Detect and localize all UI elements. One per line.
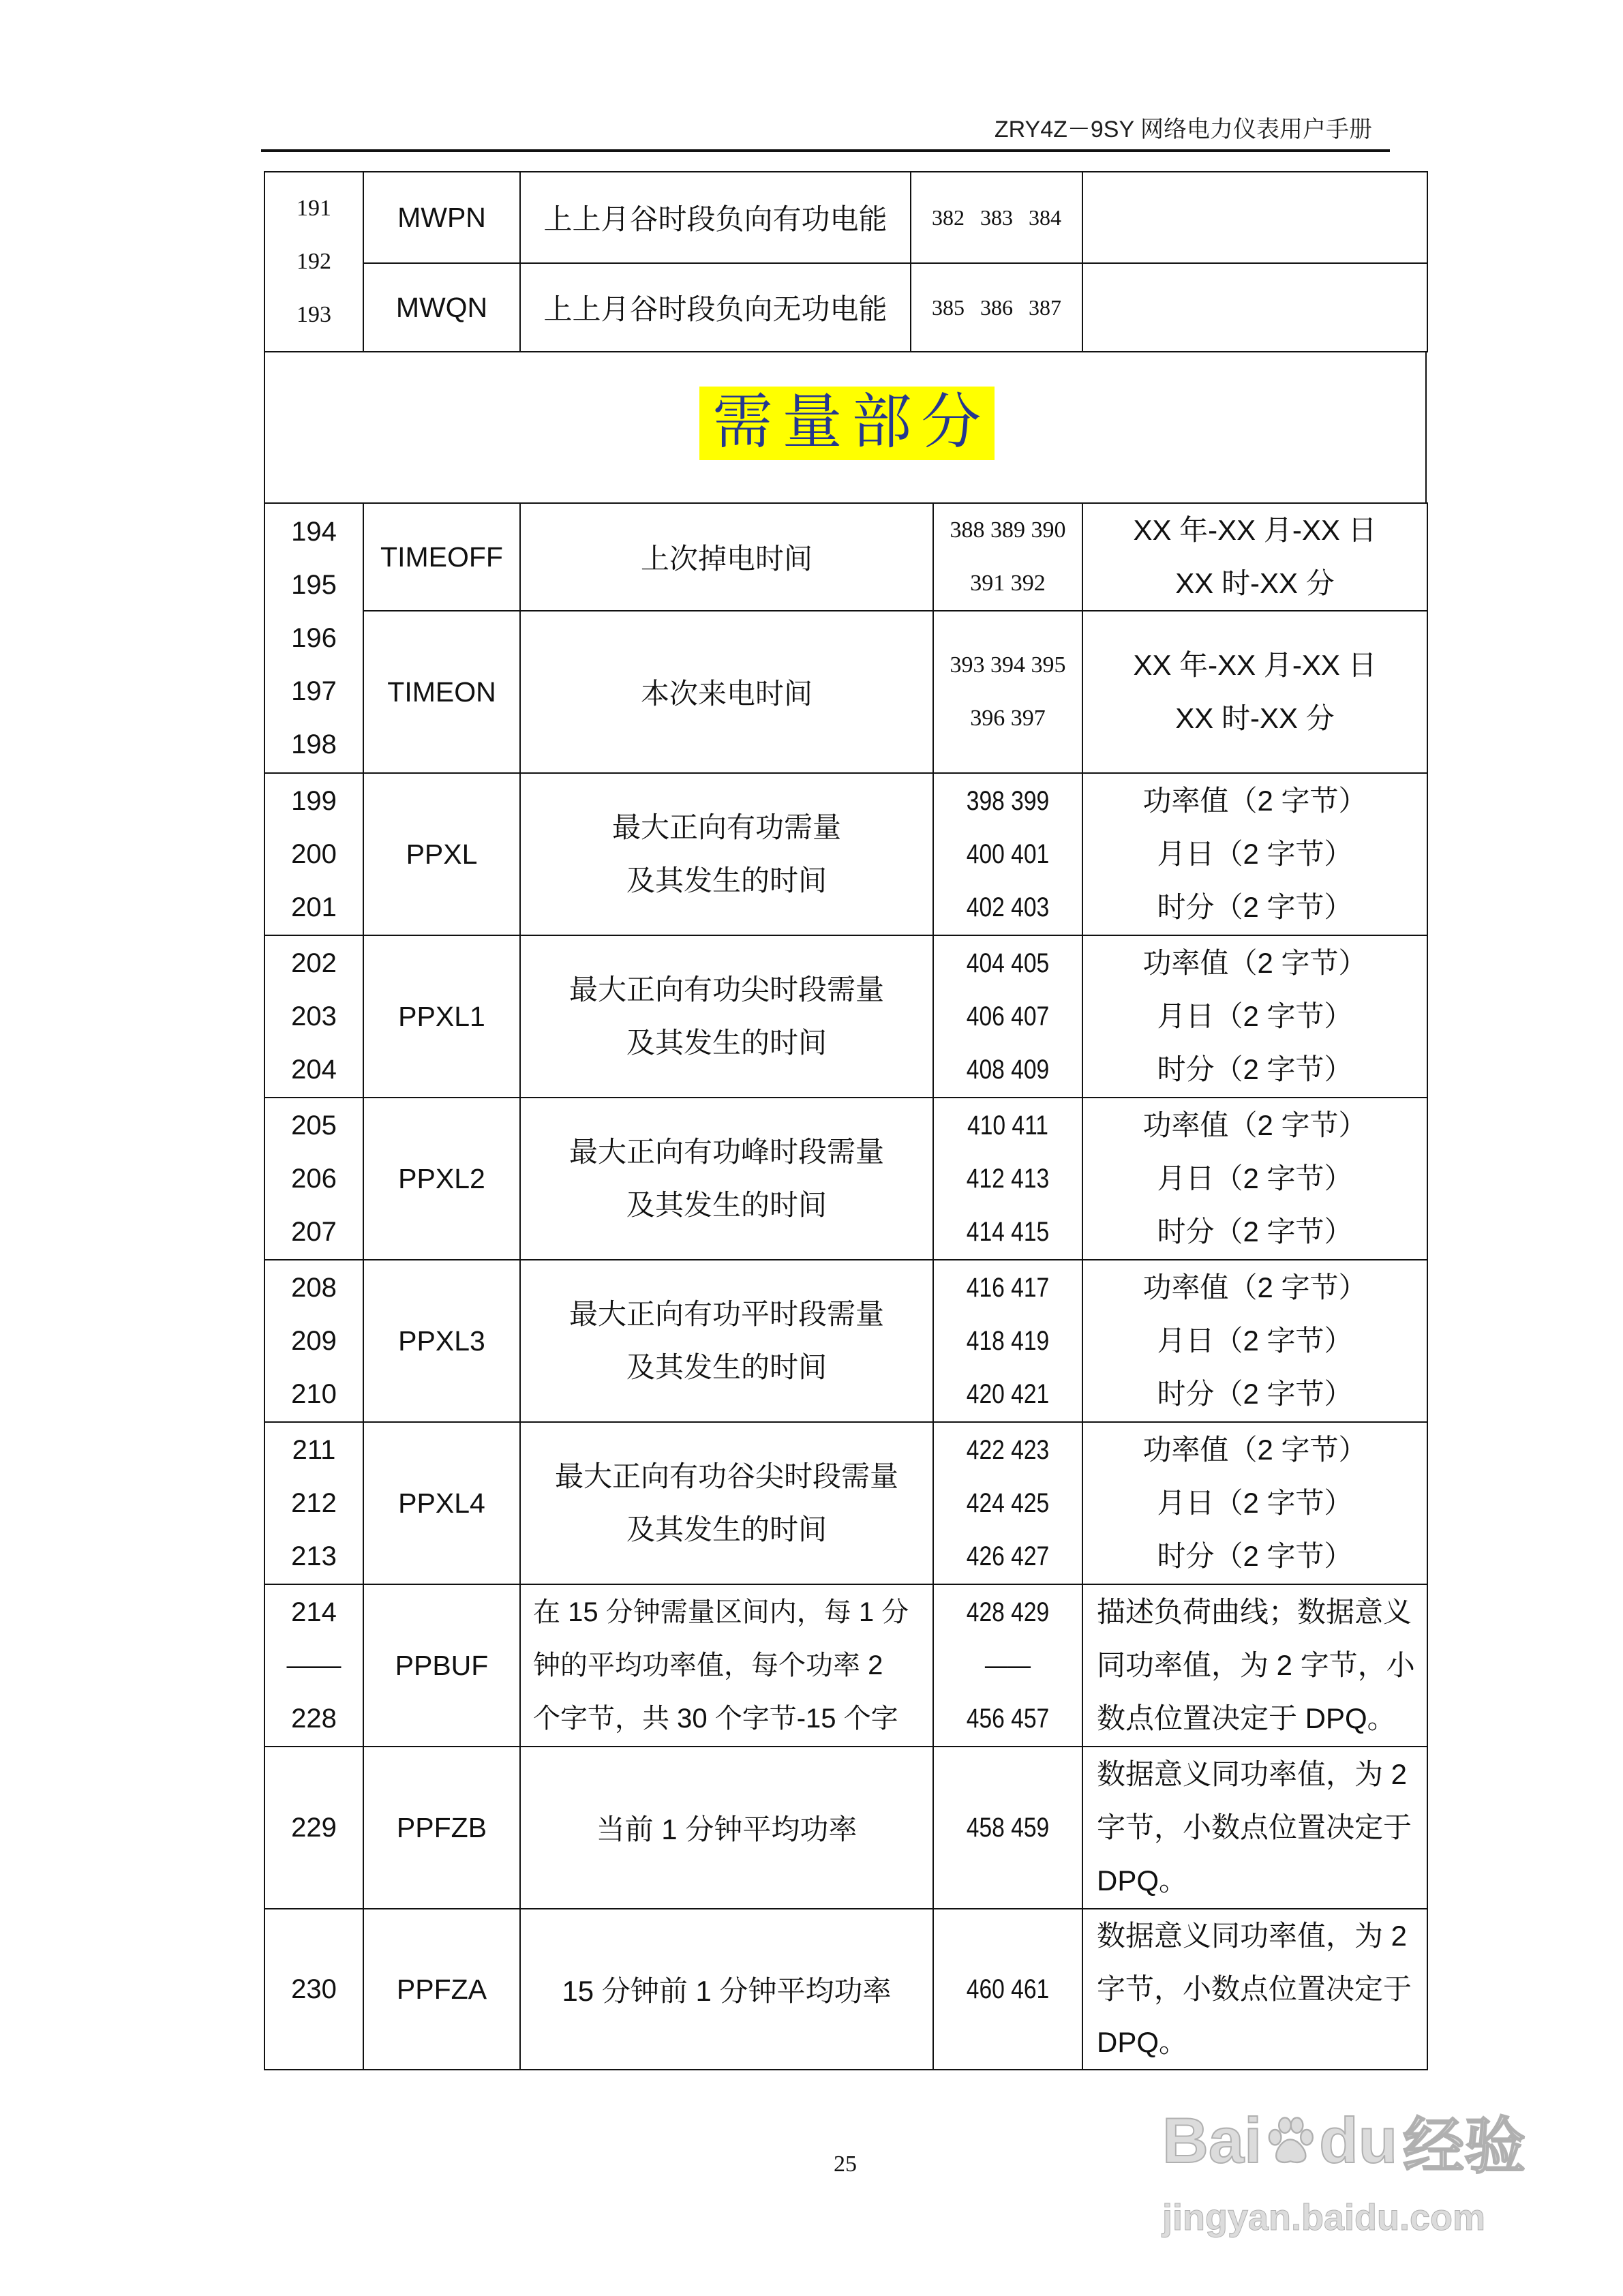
- register-line: 420 421: [966, 1379, 1050, 1409]
- register-addresses: [933, 1909, 1082, 2070]
- parameter-name: MWQN: [363, 263, 520, 352]
- index-number: 194: [291, 517, 337, 547]
- register-addresses: [933, 1747, 1082, 1909]
- description-line: 最大正向有功平时段需量: [568, 1298, 884, 1330]
- index-number: 211: [292, 1435, 336, 1465]
- description-line: 及其发生的时间: [626, 1189, 827, 1221]
- register-line: 406 407: [966, 1001, 1050, 1031]
- remark-line: 同功率值，为 2 字节，小: [1097, 1649, 1415, 1681]
- watermark: [1162, 2100, 1544, 2239]
- baidu-paw-icon: [1263, 2113, 1318, 2168]
- index-number: 199: [291, 786, 337, 816]
- remark-cell: [1082, 611, 1427, 773]
- parameter-description: [520, 935, 933, 1098]
- parameter-name: PPXL2: [363, 1098, 520, 1260]
- remark-line: 字节，小数点位置决定于: [1097, 1973, 1412, 2005]
- parameter-name: MWPN: [363, 172, 520, 263]
- register-addresses: [933, 1422, 1082, 1584]
- table-row: [264, 773, 1427, 935]
- register-line: 458 459: [966, 1812, 1050, 1843]
- index-number: 191: [297, 196, 331, 221]
- parameter-name: PPXL3: [363, 1260, 520, 1422]
- remark-line: XX 时-XX 分: [1175, 702, 1335, 734]
- table-row: [264, 1260, 1427, 1422]
- index-number: 229: [264, 1747, 363, 1909]
- register-line: 426 427: [966, 1541, 1050, 1571]
- remark-line: 功率值（2 字节）: [1142, 947, 1367, 979]
- index-range-dash: ——: [286, 1650, 342, 1680]
- index-cell: [264, 1422, 363, 1584]
- remark-line: 字节，小数点位置决定于: [1097, 1811, 1412, 1843]
- register-addresses: 385 386 387: [911, 263, 1082, 352]
- index-number: 192: [297, 249, 331, 274]
- index-number: 208: [291, 1273, 337, 1303]
- register-line: 408 409: [966, 1055, 1050, 1085]
- register-line: 412 413: [966, 1164, 1050, 1194]
- remark-line: 数点位置决定于 DPQ。: [1097, 1702, 1396, 1734]
- register-line: 393 394 395: [950, 652, 1066, 678]
- table-row: [264, 503, 1427, 611]
- index-number: 198: [291, 729, 337, 759]
- description-line: 及其发生的时间: [626, 1513, 827, 1545]
- register-addresses: [933, 1098, 1082, 1260]
- table-row: [264, 611, 1427, 773]
- parameter-name: TIMEON: [363, 611, 520, 773]
- parameter-name: PPXL1: [363, 935, 520, 1098]
- table-row: [264, 1422, 1427, 1584]
- description-line: 及其发生的时间: [626, 1027, 827, 1059]
- remark-cell: [1082, 172, 1427, 263]
- section-highlight: [699, 387, 995, 460]
- remark-cell: [1082, 773, 1427, 935]
- table-row: [264, 935, 1427, 1098]
- table-row: [264, 1098, 1427, 1260]
- index-cell: [264, 935, 363, 1098]
- index-cell: [264, 773, 363, 935]
- register-table-upper: [264, 171, 1428, 352]
- index-number: 202: [291, 948, 337, 978]
- parameter-description: [520, 773, 933, 935]
- description-line: 最大正向有功谷尖时段需量: [554, 1460, 898, 1492]
- register-line: 391 392: [970, 571, 1046, 596]
- remark-line: DPQ。: [1097, 1864, 1188, 1897]
- index-number: 201: [291, 892, 337, 922]
- index-number: 228: [291, 1704, 337, 1734]
- register-line: 424 425: [966, 1488, 1050, 1518]
- index-number: 214: [291, 1597, 337, 1627]
- remark-cell: [1082, 1584, 1427, 1747]
- register-range-dash: ——: [984, 1650, 1031, 1680]
- register-line: 416 417: [966, 1273, 1050, 1303]
- register-line: 460 461: [966, 1974, 1050, 2004]
- index-cell: [264, 1584, 363, 1747]
- index-number: 206: [291, 1164, 337, 1194]
- remark-line: 时分（2 字节）: [1157, 891, 1353, 923]
- register-line: 396 397: [970, 706, 1046, 731]
- parameter-description: 上上月谷时段负向有功电能: [520, 172, 911, 263]
- watermark-brand: [1162, 2100, 1544, 2181]
- register-line: 456 457: [966, 1704, 1050, 1734]
- remark-line: 功率值（2 字节）: [1142, 1271, 1367, 1303]
- register-line: 418 419: [966, 1326, 1050, 1356]
- index-cell: [264, 503, 363, 773]
- header-rule: [261, 149, 1390, 152]
- header-title: ZRY4Z－9SY 网络电力仪表用户手册: [994, 117, 1372, 142]
- index-number: 209: [291, 1326, 337, 1356]
- register-line: 428 429: [966, 1597, 1050, 1627]
- register-line: 398 399: [966, 786, 1050, 816]
- index-cell: [264, 1098, 363, 1260]
- parameter-name: PPFZA: [363, 1909, 520, 2070]
- remark-cell: [1082, 935, 1427, 1098]
- remark-line: DPQ。: [1097, 2026, 1188, 2058]
- remark-line: 功率值（2 字节）: [1142, 785, 1367, 817]
- parameter-name: PPXL4: [363, 1422, 520, 1584]
- remark-cell: [1082, 1260, 1427, 1422]
- description-line: 最大正向有功需量: [611, 811, 841, 843]
- index-number: 195: [291, 570, 337, 600]
- index-number: 204: [291, 1055, 337, 1085]
- description-line: 及其发生的时间: [626, 864, 827, 896]
- section-header: [264, 351, 1427, 503]
- register-addresses: [933, 935, 1082, 1098]
- parameter-name: TIMEOFF: [363, 503, 520, 611]
- index-number: 213: [291, 1541, 337, 1571]
- page-number: 25: [834, 2151, 857, 2177]
- index-number: 197: [291, 676, 337, 706]
- remark-line: 月日（2 字节）: [1157, 1162, 1353, 1194]
- remark-cell: [1082, 1747, 1427, 1909]
- remark-line: 时分（2 字节）: [1157, 1215, 1353, 1248]
- remark-line: 时分（2 字节）: [1157, 1053, 1353, 1085]
- parameter-description: 当前 1 分钟平均功率: [520, 1747, 933, 1909]
- table-row: [264, 263, 1427, 352]
- remark-line: 时分（2 字节）: [1157, 1378, 1353, 1410]
- parameter-description: [520, 1422, 933, 1584]
- remark-line: XX 年-XX 月-XX 日: [1133, 649, 1377, 681]
- parameter-description: [520, 1098, 933, 1260]
- parameter-description: [520, 1260, 933, 1422]
- remark-line: XX 年-XX 月-XX 日: [1133, 514, 1377, 546]
- index-number: 210: [291, 1379, 337, 1409]
- index-cell: [264, 1260, 363, 1422]
- index-number: 230: [264, 1909, 363, 2070]
- index-number: 196: [291, 623, 337, 653]
- watermark-brand-left: Bai: [1162, 2104, 1262, 2176]
- parameter-description: 上次掉电时间: [520, 503, 933, 611]
- index-number: 200: [291, 839, 337, 869]
- description-line: 个字节，共 30 个字节-15 个字: [533, 1704, 898, 1734]
- register-line: 410 411: [967, 1111, 1048, 1141]
- parameter-description: [520, 1584, 933, 1747]
- parameter-name: PPFZB: [363, 1747, 520, 1909]
- register-addresses: [933, 611, 1082, 773]
- remark-line: 数据意义同功率值，为 2: [1097, 1920, 1408, 1952]
- description-line: 钟的平均功率值，每个功率 2: [533, 1650, 883, 1680]
- register-table-demand: [264, 502, 1428, 2070]
- description-line: 最大正向有功峰时段需量: [568, 1136, 884, 1168]
- description-line: 在 15 分钟需量区间内，每 1 分: [533, 1597, 909, 1627]
- remark-line: 功率值（2 字节）: [1142, 1109, 1367, 1141]
- remark-line: 描述负荷曲线；数据意义: [1097, 1596, 1412, 1628]
- register-line: 402 403: [966, 892, 1050, 922]
- index-number: 207: [291, 1217, 337, 1247]
- description-line: 最大正向有功尖时段需量: [568, 973, 884, 1006]
- index-number: 205: [291, 1111, 337, 1141]
- register-addresses: 382 383 384: [911, 172, 1082, 263]
- register-addresses: [933, 503, 1082, 611]
- register-line: 400 401: [966, 839, 1050, 869]
- remark-cell: [1082, 503, 1427, 611]
- remark-line: 月日（2 字节）: [1157, 1487, 1353, 1519]
- watermark-brand-cn: 经验: [1403, 2113, 1526, 2181]
- register-line: 388 389 390: [950, 517, 1066, 543]
- index-cell: [264, 172, 363, 352]
- section-title: 需量部分: [712, 390, 991, 456]
- table-row: [264, 1584, 1427, 1747]
- register-addresses: [933, 773, 1082, 935]
- parameter-description: 15 分钟前 1 分钟平均功率: [520, 1909, 933, 2070]
- description-line: 及其发生的时间: [626, 1351, 827, 1383]
- remark-line: 功率值（2 字节）: [1142, 1434, 1367, 1466]
- remark-line: 数据意义同功率值，为 2: [1097, 1758, 1408, 1790]
- index-number: 193: [297, 302, 331, 327]
- index-number: 212: [291, 1488, 337, 1518]
- remark-cell: [1082, 1909, 1427, 2070]
- remark-line: XX 时-XX 分: [1175, 567, 1335, 599]
- register-line: 414 415: [966, 1217, 1050, 1247]
- register-addresses: [933, 1584, 1082, 1747]
- table-row: [264, 172, 1427, 263]
- watermark-url: jingyan.baidu.com: [1162, 2197, 1486, 2238]
- index-number: 203: [291, 1001, 337, 1031]
- remark-line: 月日（2 字节）: [1157, 1000, 1353, 1032]
- register-line: 404 405: [966, 948, 1050, 978]
- register-line: 422 423: [966, 1435, 1050, 1465]
- remark-cell: [1082, 1098, 1427, 1260]
- remark-cell: [1082, 263, 1427, 352]
- watermark-brand-right: du: [1319, 2104, 1398, 2176]
- parameter-name: PPBUF: [363, 1584, 520, 1747]
- remark-line: 月日（2 字节）: [1157, 838, 1353, 870]
- table-row: [264, 1909, 1427, 2070]
- remark-cell: [1082, 1422, 1427, 1584]
- parameter-name: PPXL: [363, 773, 520, 935]
- register-addresses: [933, 1260, 1082, 1422]
- parameter-description: 上上月谷时段负向无功电能: [520, 263, 911, 352]
- remark-line: 月日（2 字节）: [1157, 1325, 1353, 1357]
- parameter-description: 本次来电时间: [520, 611, 933, 773]
- table-row: [264, 1747, 1427, 1909]
- remark-line: 时分（2 字节）: [1157, 1540, 1353, 1572]
